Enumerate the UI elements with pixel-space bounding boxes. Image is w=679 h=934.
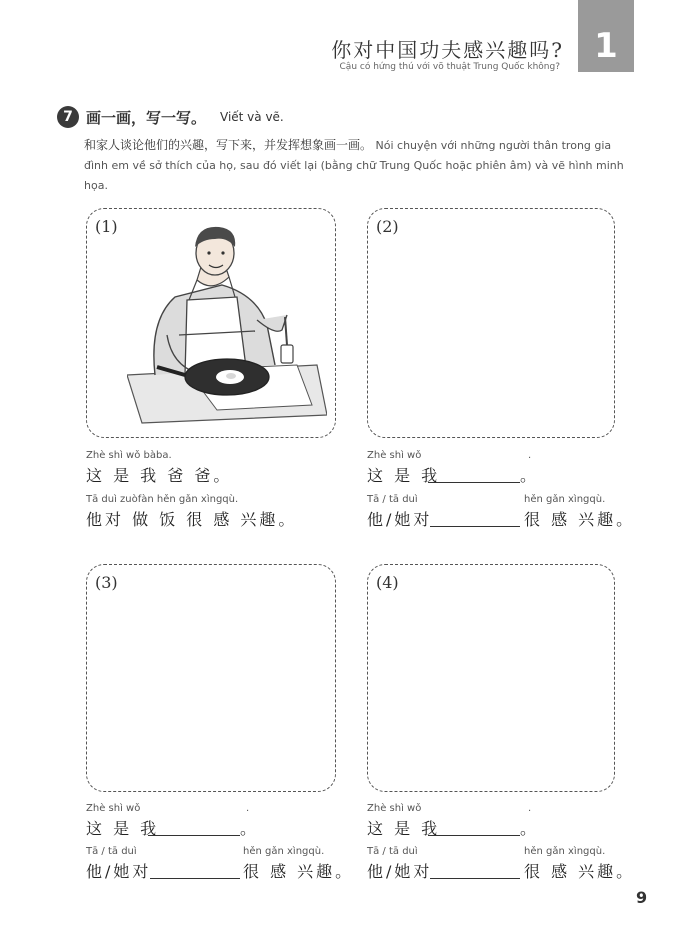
panel2-blank-2[interactable] [430, 514, 520, 527]
exercise-title-vi: Viết và vẽ. [220, 110, 284, 124]
panel4-blank-1[interactable] [428, 823, 520, 836]
exercise-title-zh: 画一画，写一写。 [86, 109, 207, 127]
panel3-sentence-2: 他/她对 [86, 862, 152, 881]
instruction-zh: 和家人谈论他们的兴趣，写下来，并发挥想象画一画。 [84, 138, 373, 152]
panel2-pinyin-2: Tā / tā duì [367, 494, 418, 505]
panel4-sentence-1: 这 是 我 [367, 819, 441, 838]
panel4-pinyin-1-end: . [528, 803, 532, 814]
panel3-blank-1[interactable] [148, 823, 240, 836]
drawing-box-2[interactable] [367, 208, 615, 438]
panel3-sentence-1-end: 。 [240, 819, 260, 838]
exercise-number-badge: 7 [57, 106, 79, 128]
panel1-sentence-1: 这 是 我 爸 爸。 [86, 466, 233, 485]
panel2-sentence-2: 他/她对 [367, 510, 433, 529]
chapter-tab: 1 [578, 0, 634, 72]
panel2-sentence-1-end: 。 [520, 466, 540, 485]
panel2-pinyin-1-end: . [528, 450, 532, 461]
panel4-sentence-2: 他/她对 [367, 862, 433, 881]
panel3-sentence-1: 这 是 我 [86, 819, 160, 838]
panel3-pinyin-1-end: . [246, 803, 250, 814]
panel4-pinyin-2-mid: hěn gǎn xìngqù. [524, 846, 606, 857]
drawing-box-1[interactable] [86, 208, 336, 438]
panel4-pinyin-1: Zhè shì wǒ [367, 803, 422, 814]
panel3-pinyin-1: Zhè shì wǒ [86, 803, 141, 814]
panel1-pinyin-2: Tā duì zuòfàn hěn gǎn xìngqù. [86, 494, 239, 505]
panel2-sentence-1: 这 是 我 [367, 466, 441, 485]
panel2-pinyin-1: Zhè shì wǒ [367, 450, 422, 461]
panel2-blank-1[interactable] [428, 470, 520, 483]
panel4-sentence-2-end: 很 感 兴趣。 [524, 862, 636, 881]
drawing-box-3[interactable] [86, 564, 336, 792]
panel4-sentence-1-end: 。 [520, 819, 540, 838]
box-label-3: (3) [95, 573, 118, 592]
panel2-pinyin-2-mid: hěn gǎn xìngqù. [524, 494, 606, 505]
instruction-vi: Nói chuyện với những người thân trong gia đình em về sở thích của họ, sau đó viết lại (bằng chữ Trung Quốc hoặc phiên âm) và vẽ hình minh họa. [84, 139, 624, 192]
panel3-pinyin-2-mid: hěn gǎn xìngqù. [243, 846, 325, 857]
panel4-blank-2[interactable] [430, 866, 520, 879]
exercise-instruction [84, 135, 624, 196]
panel3-sentence-2-end: 很 感 兴趣。 [243, 862, 355, 881]
panel3-pinyin-2: Tā / tā duì [86, 846, 137, 857]
box-label-4: (4) [376, 573, 399, 592]
drawing-box-4[interactable] [367, 564, 615, 792]
man-cooking-illustration [127, 225, 327, 425]
page-title: 你对中国功夫感兴趣吗? [331, 38, 564, 62]
panel2-sentence-2-end: 很 感 兴趣。 [524, 510, 636, 529]
box-label-1: (1) [95, 217, 118, 236]
panel1-pinyin-1: Zhè shì wǒ bàba. [86, 450, 172, 461]
box-label-2: (2) [376, 217, 399, 236]
panel4-pinyin-2: Tā / tā duì [367, 846, 418, 857]
panel3-blank-2[interactable] [150, 866, 240, 879]
page-number: 9 [636, 888, 648, 907]
page-subtitle: Cậu có hứng thú với võ thuật Trung Quốc không? [339, 62, 560, 72]
panel1-sentence-2: 他对 做 饭 很 感 兴趣。 [86, 510, 298, 529]
